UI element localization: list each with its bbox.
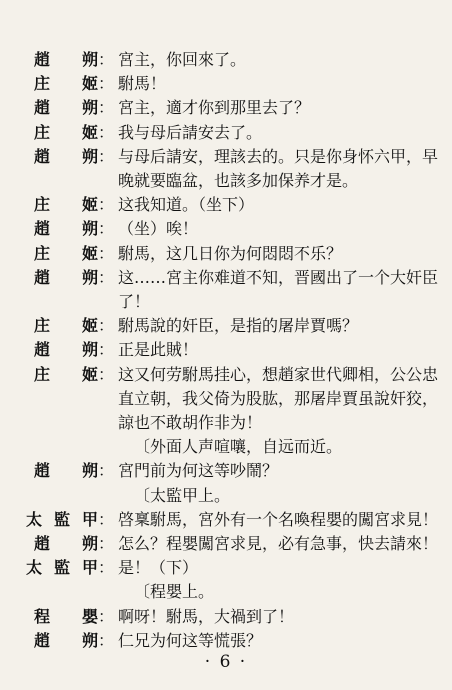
dialogue-text: 我与母后請安去了。 — [118, 122, 263, 142]
dialogue-line — [0, 363, 452, 387]
colon: ： — [98, 316, 115, 336]
dialogue-text: 了！ — [118, 292, 151, 311]
stage-direction — [0, 435, 452, 459]
colon: ： — [98, 146, 115, 166]
speaker-name: 庄 姬 — [34, 316, 98, 336]
speaker-name: 趙 朔 — [34, 340, 98, 360]
page-number: · 6 · — [204, 652, 248, 672]
dialogue-text: 啊呀！駙馬，大禍到了！ — [118, 606, 295, 626]
dialogue-line — [0, 532, 452, 556]
speaker-name: 趙 朔 — [34, 219, 98, 239]
speaker-name: 庄 姬 — [34, 243, 98, 263]
dialogue-line — [0, 338, 452, 362]
speaker-name: 庄 姬 — [34, 74, 98, 94]
dialogue-line — [0, 72, 452, 96]
speaker-name: 趙 朔 — [34, 50, 98, 69]
colon: ： — [98, 461, 115, 481]
continuation-line — [0, 169, 452, 193]
dialogue-line — [0, 314, 452, 338]
dialogue-line — [0, 121, 452, 145]
colon: ： — [98, 558, 115, 578]
colon: ： — [98, 74, 115, 94]
colon: ： — [98, 122, 115, 142]
stage-direction — [0, 580, 452, 604]
continuation-line — [0, 387, 452, 411]
speaker-name: 太監甲 — [26, 558, 98, 578]
stage-direction-text: 〔外面人声喧嚷，自远而近。 — [134, 437, 343, 457]
speaker-name: 庄 姬 — [34, 195, 98, 215]
dialogue-text: 諒也不敢胡作非为！ — [118, 413, 263, 432]
dialogue-text: 仁兄为何这等慌張？ — [118, 630, 263, 650]
colon: ： — [98, 340, 115, 360]
dialogue-line — [0, 193, 452, 217]
colon: ： — [98, 98, 115, 118]
speaker-name: 庄 姬 — [34, 122, 98, 142]
colon: ： — [98, 534, 115, 553]
colon: ： — [98, 50, 115, 69]
speaker-name: 趙 朔 — [34, 267, 98, 287]
dialogue-text: 这又何劳駙馬挂心，想趙家世代卿相，公公忠 — [118, 364, 439, 384]
speaker-name: 趙 朔 — [34, 630, 98, 650]
dialogue-text: 駙馬，这几日你为何悶悶不乐？ — [118, 243, 343, 263]
colon: ： — [98, 364, 115, 384]
colon: ： — [98, 195, 115, 215]
dialogue-text: 啓稟駙馬，宮外有一个名喚程嬰的闖宮求見！ — [118, 509, 439, 529]
colon: ： — [98, 509, 115, 529]
dialogue-text: 宮門前为何这等吵鬧？ — [118, 461, 279, 481]
dialogue-text: 这我知道。（坐下） — [118, 195, 255, 215]
dialogue-line — [0, 266, 452, 290]
dialogue-line — [0, 48, 452, 72]
colon: ： — [98, 243, 115, 263]
dialogue-text: 晚就要臨盆，也該多加保养才是。 — [118, 171, 359, 190]
speaker-name: 趙 朔 — [34, 98, 98, 118]
dialogue-text: 直立朝，我父倚为股肱，那屠岸賈虽說奸狡， — [118, 388, 439, 408]
dialogue-line — [0, 508, 452, 532]
speaker-name: 太監甲 — [26, 509, 98, 529]
dialogue-line — [0, 605, 452, 629]
dialogue-text: 駙馬說的奸臣，是指的屠岸賈嗎？ — [118, 316, 359, 336]
dialogue-text: 怎么？程嬰闖宮求見，必有急事，快去請來！ — [118, 534, 439, 553]
dialogue-line — [0, 242, 452, 266]
dialogue-text: 与母后請安，理該去的。只是你身怀六甲，早 — [118, 146, 439, 166]
colon: ： — [98, 630, 115, 650]
dialogue-line — [0, 145, 452, 169]
speaker-name: 趙 朔 — [34, 461, 98, 481]
stage-direction-text: 〔程嬰上。 — [134, 582, 215, 602]
dialogue-line — [0, 459, 452, 483]
dialogue-text: 正是此賊！ — [118, 340, 199, 360]
speaker-name: 庄 姬 — [34, 364, 98, 384]
dialogue-text: 駙馬！ — [118, 74, 167, 94]
dialogue-text: 宮主，你回來了。 — [118, 50, 247, 69]
dialogue-line — [0, 556, 452, 580]
dialogue-text: （坐）唉！ — [118, 219, 199, 239]
continuation-line — [0, 290, 452, 314]
stage-direction — [0, 484, 452, 508]
speaker-name: 趙 朔 — [34, 146, 98, 166]
colon: ： — [98, 267, 115, 287]
colon: ： — [98, 219, 115, 239]
stage-direction-text: 〔太監甲上。 — [134, 485, 231, 505]
dialogue-line — [0, 96, 452, 120]
dialogue-line — [0, 217, 452, 241]
continuation-line — [0, 411, 452, 435]
dialogue-line — [0, 629, 452, 653]
dialogue-text: 是！（下） — [118, 558, 199, 578]
speaker-name: 趙 朔 — [34, 534, 98, 553]
dialogue-text: 宮主，適才你到那里去了？ — [118, 98, 311, 118]
colon: ： — [98, 606, 115, 626]
dialogue-text: 这……宮主你难道不知，晋國出了一个大奸臣 — [118, 267, 439, 287]
speaker-name: 程 嬰 — [34, 606, 98, 626]
